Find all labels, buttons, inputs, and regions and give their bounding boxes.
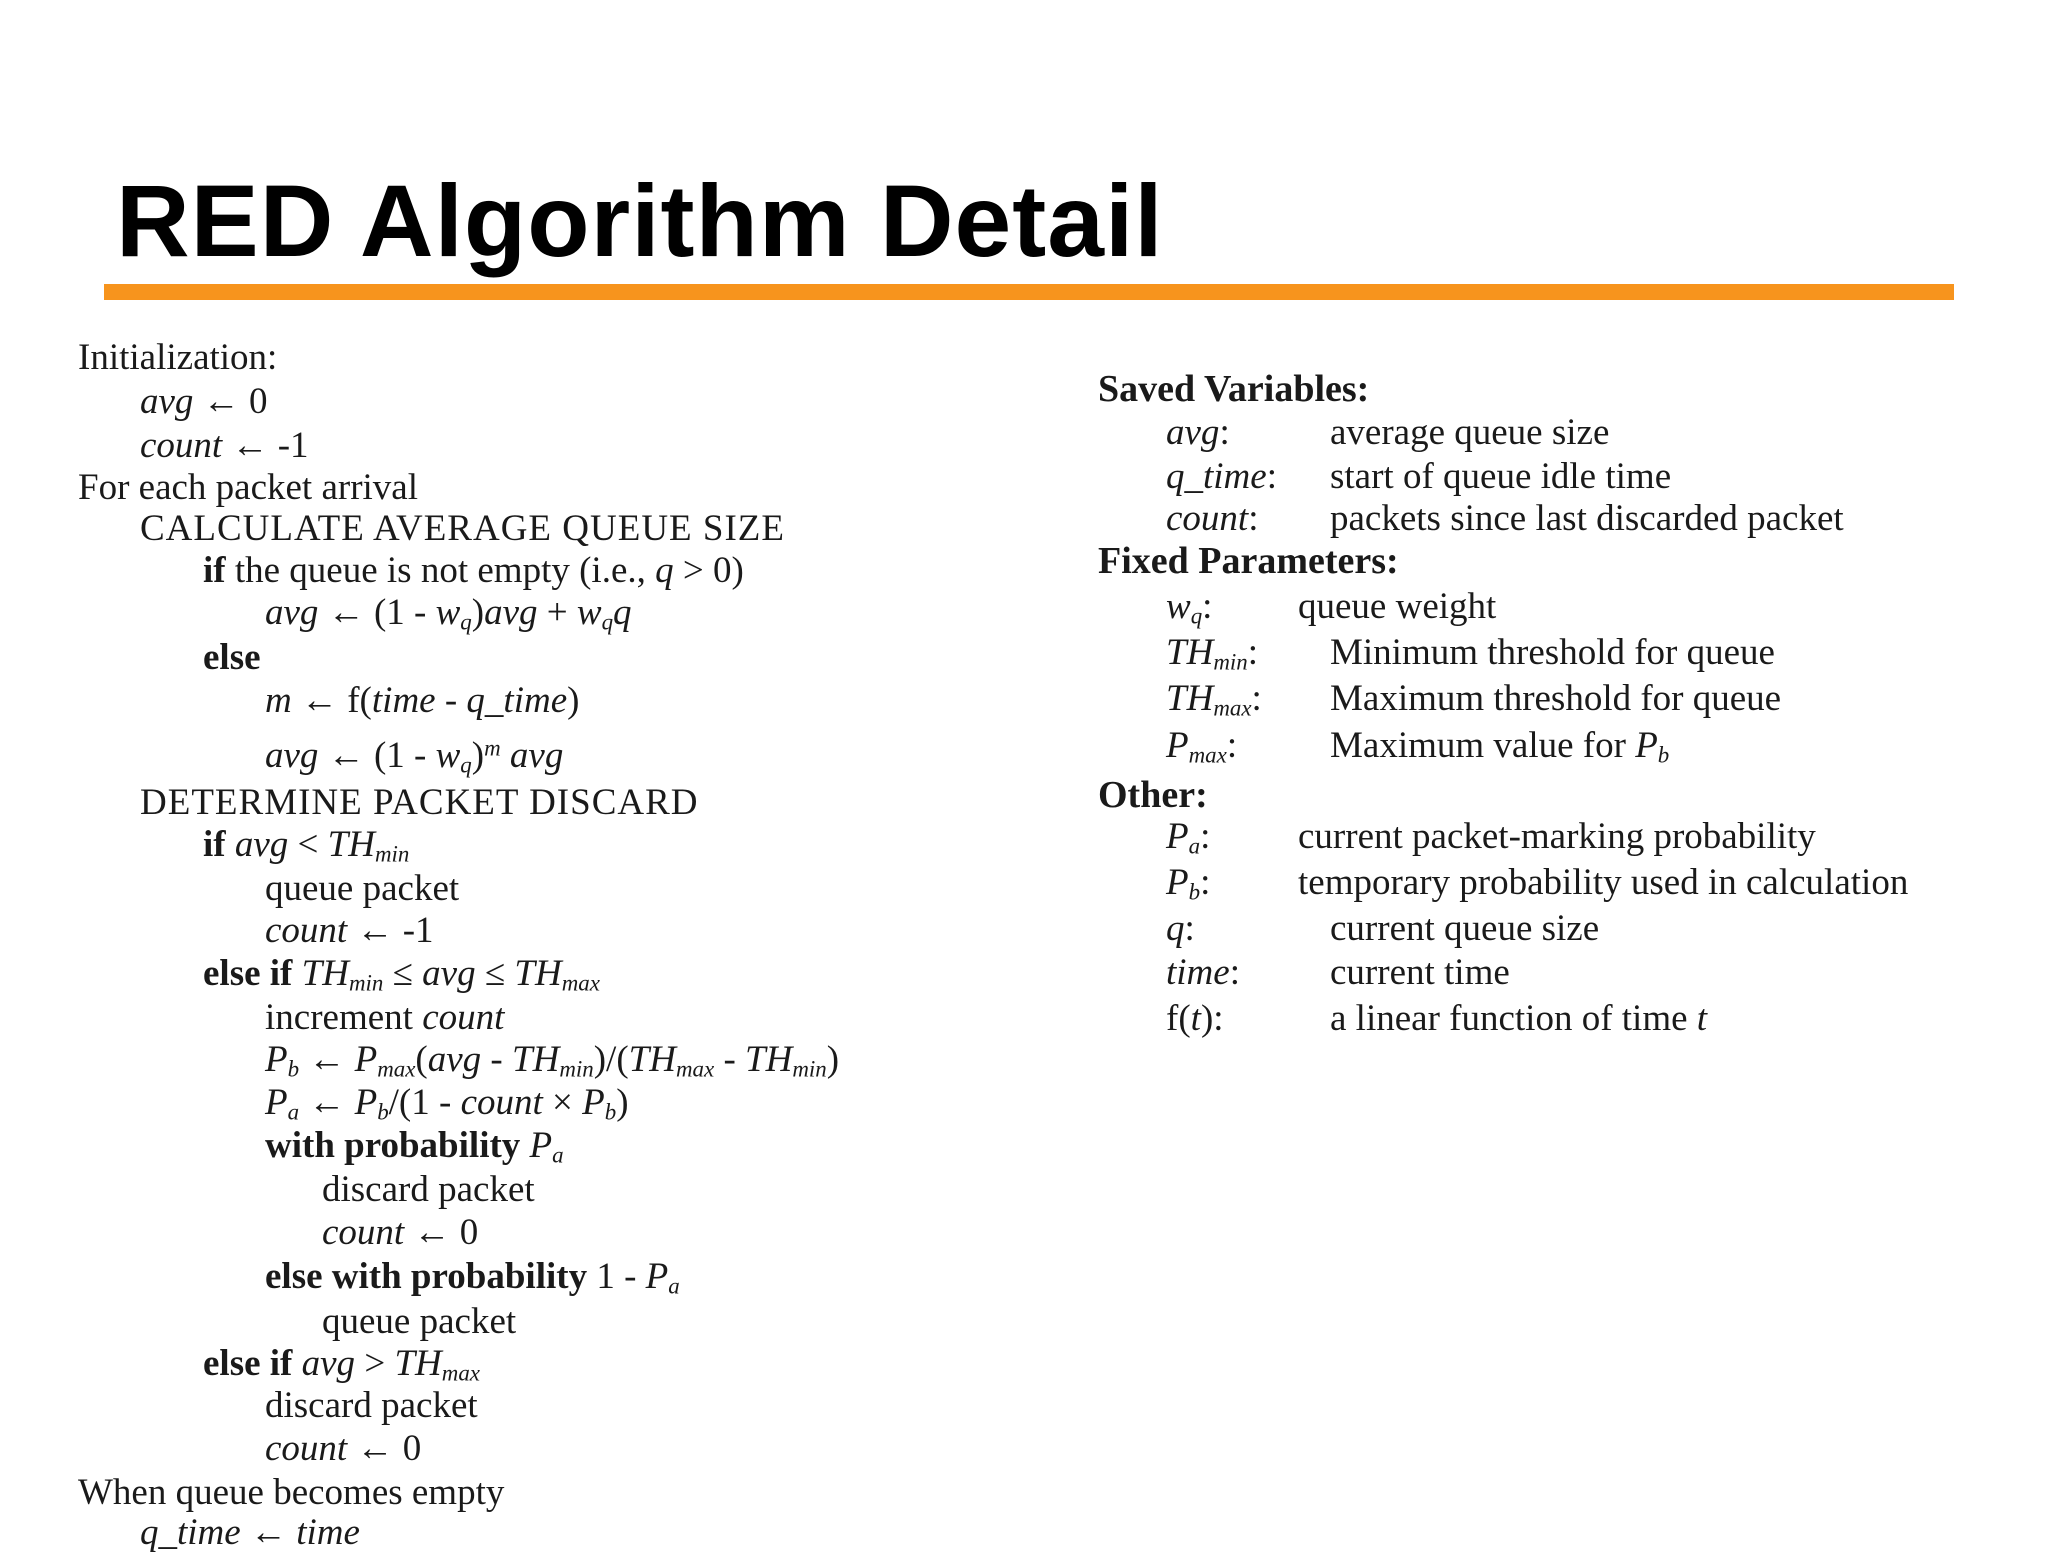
- legend-other-ft-name: f(t):: [1166, 998, 1224, 1039]
- with-probability-line: with probability $P_a$: [265, 1125, 564, 1168]
- init-avg-line: avg ← 0: [140, 381, 268, 422]
- legend-saved-count-desc: packets since last discarded packet: [1330, 498, 1844, 539]
- legend-saved-qtime-desc: start of queue idle time: [1330, 456, 1672, 497]
- avg-update-line: avg ← $(1 - w_q)avg + w_qq$: [265, 592, 632, 635]
- determine-header: DETERMINE PACKET DISCARD: [140, 782, 699, 823]
- legend-fixed-thmin-name: $TH_{min}$:: [1166, 632, 1258, 675]
- legend-other-ft-desc: a linear function of time t: [1330, 998, 1708, 1039]
- increment-count-line: increment count: [265, 997, 505, 1038]
- else-if-above-max-line: else if avg > $TH_{max}$: [203, 1343, 480, 1386]
- legend-other-pb-desc: temporary probability used in calculation: [1298, 862, 1909, 903]
- legend-saved-qtime-name: q_time:: [1166, 456, 1277, 497]
- else-line: else: [203, 637, 261, 678]
- legend-other-pb-name: $P_b$:: [1166, 862, 1211, 905]
- discard-packet-line-1: discard packet: [322, 1169, 535, 1210]
- legend-fixed-pmax-desc: Maximum value for $P_b$: [1330, 725, 1670, 768]
- pa-formula-line: $P_a$ ← $P_b/(1$ - count × $P_b$): [265, 1082, 629, 1125]
- title-underline: [104, 284, 1954, 300]
- slide-title: RED Algorithm Detail: [116, 164, 1164, 278]
- legend-other-time-name: time:: [1166, 952, 1240, 993]
- if-not-empty-line: if the queue is not empty (i.e., q > 0): [203, 550, 744, 591]
- legend-fixed-wq-desc: queue weight: [1298, 586, 1497, 627]
- qtime-assign-line: q_time ← time: [140, 1512, 360, 1553]
- m-assign-line: m ← f(time - q_time): [265, 680, 580, 721]
- legend-fixed-thmin-desc: Minimum threshold for queue: [1330, 632, 1775, 673]
- pb-formula-line: $P_b$ ← $P_{max}(avg - TH_{min})/(TH_{max} - TH_{min})$: [265, 1039, 840, 1082]
- init-header: Initialization:: [78, 337, 278, 378]
- legend-other-pa-desc: current packet-marking probability: [1298, 816, 1816, 857]
- init-count-line: count ← -1: [140, 425, 309, 466]
- discard-packet-line-2: discard packet: [265, 1385, 478, 1426]
- legend-saved-count-name: count:: [1166, 498, 1259, 539]
- count-reset-line-1: count ← -1: [265, 910, 434, 951]
- else-with-probability-line: else with probability $1 - P_a$: [265, 1256, 680, 1299]
- calc-header: CALCULATE AVERAGE QUEUE SIZE: [140, 508, 785, 549]
- legend-fixed-wq-name: $w_q$:: [1166, 586, 1213, 629]
- count-zero-line-1: count ← 0: [322, 1212, 479, 1253]
- legend-other-q-name: q:: [1166, 908, 1195, 949]
- legend-saved-avg-name: avg:: [1166, 412, 1230, 453]
- avg-decay-line: avg ← $(1 - w_q)^m$ avg: [265, 735, 564, 778]
- legend-fixed-thmax-desc: Maximum threshold for queue: [1330, 678, 1782, 719]
- legend-fixed-pmax-name: $P_{max}$:: [1166, 725, 1238, 768]
- legend-other-pa-name: $P_a$:: [1166, 816, 1211, 859]
- if-below-min-line: if avg < $TH_{min}$: [203, 824, 410, 867]
- count-zero-line-2: count ← 0: [265, 1428, 422, 1469]
- queue-packet-line-1: queue packet: [265, 868, 460, 909]
- for-each-line: For each packet arrival: [78, 467, 419, 508]
- fixed-parameters-header: Fixed Parameters:: [1098, 540, 1399, 582]
- legend-other-q-desc: current queue size: [1330, 908, 1600, 949]
- saved-variables-header: Saved Variables:: [1098, 368, 1370, 410]
- legend-other-time-desc: current time: [1330, 952, 1510, 993]
- legend-saved-avg-desc: average queue size: [1330, 412, 1610, 453]
- when-queue-empty-line: When queue becomes empty: [78, 1472, 505, 1513]
- queue-packet-line-2: queue packet: [322, 1301, 517, 1342]
- legend-fixed-thmax-name: $TH_{max}$:: [1166, 678, 1262, 721]
- else-if-between-line: else if $TH_{min}$ ≤ avg ≤ $TH_{max}$: [203, 953, 600, 996]
- other-header: Other:: [1098, 774, 1208, 816]
